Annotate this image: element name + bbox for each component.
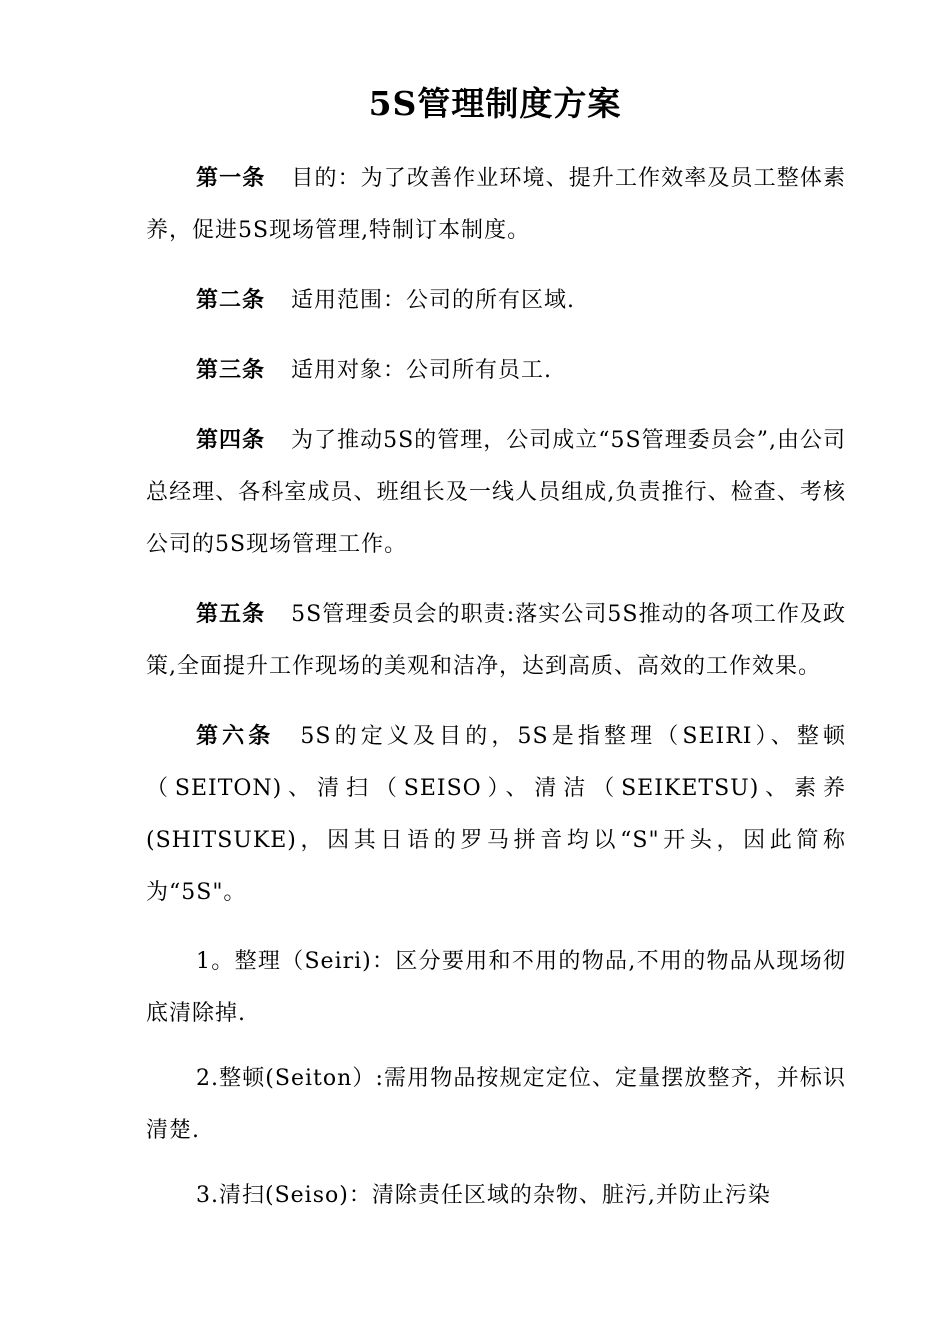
list-item: 1。整理（Seiri)：区分要用和不用的物品,不用的物品从现场彻底清除掉. — [146, 949, 846, 1026]
article-heading: 第二条 — [196, 287, 266, 313]
article-4 — [146, 414, 846, 571]
article-heading: 第五条 — [196, 601, 266, 627]
article-6 — [146, 710, 846, 919]
list-item: 2.整顿(Seiton）:需用物品按规定定位、定量摆放整齐，并标识清楚. — [146, 1066, 846, 1143]
article-text: 为了推动5S的管理，公司成立“5S管理委员会”,由公司总经理、各科室成员、班组长及一线人员组成,负责推行、检查、考核公司的5S现场管理工作。 — [146, 428, 846, 557]
article-text: 适用对象：公司所有员工. — [291, 358, 553, 383]
article-text: 适用范围：公司的所有区域. — [291, 288, 576, 313]
article-heading: 第一条 — [196, 165, 266, 191]
article-text: 目的：为了改善作业环境、提升工作效率及员工整体素养，促进5S现场管理,特制订本制度。 — [146, 166, 846, 243]
article-heading: 第四条 — [196, 427, 266, 453]
article-heading: 第六条 — [196, 723, 275, 749]
list-item: 3.清扫(Seiso)：清除责任区域的杂物、脏污,并防止污染 — [196, 1183, 771, 1208]
article-3 — [146, 344, 846, 397]
article-text: 5S管理委员会的职责:落实公司5S推动的各项工作及政策,全面提升工作现场的美观和洁净，达到高质、高效的工作效果。 — [146, 602, 846, 679]
article-2 — [146, 274, 846, 327]
article-text: 5S的定义及目的，5S是指整理（SEIRI）、整顿（SEITON)、清扫（SEISO）、清洁（SEIKETSU)、素养(SHITSUKE)，因其日语的罗马拼音均以“S"开头，因此简称为“5S"。 — [146, 724, 846, 905]
article-heading: 第三条 — [196, 357, 266, 383]
document-title: 5S管理制度方案 — [368, 84, 622, 123]
document-body — [146, 152, 846, 1235]
article-1 — [146, 152, 846, 257]
article-5 — [146, 588, 846, 693]
